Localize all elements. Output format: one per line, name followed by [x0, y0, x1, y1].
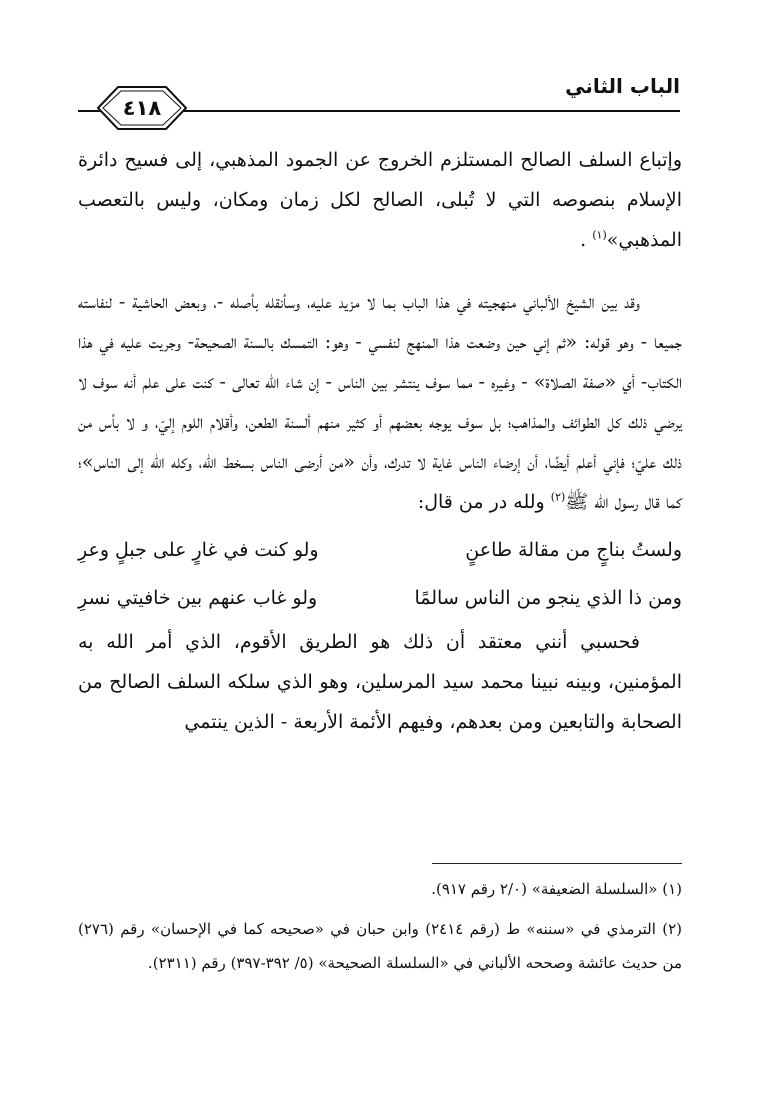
verse-1-first-hemistich: ولستُ بناجٍ من مقالة طاعنٍ	[465, 539, 682, 561]
body-text	[78, 140, 682, 742]
verse-line-2	[78, 574, 682, 622]
verse-2-second-hemistich: ولو غاب عنهم بين خافيتي نسرِ	[78, 587, 318, 609]
paragraph-2-text: وقد بين الشيخ الألباني منهجيته في هذا الباب بما لا مزيد عليه، وسأنقله بأصله -، وبعض الحاشية - لنفاسته جميعا - وهو قوله: «ثم إني حين وضعت هذا المنهج لنفسي - وهو: التمسك بالسنة الصحيحة- وجريت عليه في هذا الكتاب- أي «صفة الصلاة» - وغيره - مما سوف ينتشر بين الناس - إن شاء الله تعالى - كنت على علم أنه سوف لا يرضي ذلك كل الطوائف والمذاهب؛ بل سوف يوجه بعضهم أو كثير منهم ألسنة الطعن، وأقلام اللوم إليّ، و لا بأس من ذلك عليّ؛ فإني أعلم أيضًا، أن إرضاء الناس غاية لا تدرك، وأن «من أرضى الناس بسخط الله، وكله الله إلى الناس»؛ كما قال رسول الله ﷺ	[78, 291, 682, 513]
paragraph-2	[78, 282, 682, 522]
footnote-2: (٢) الترمذي في «سننه» ط (رقم ٢٤١٤) وابن حبان في «صحيحه كما في الإحسان» رقم (٢٧٦) من حديث عائشة وصححه الألباني في «السلسلة الصحيحة» (٥/ ٣٩٢-٣٩٧) رقم (٢٣١١).	[78, 920, 682, 972]
verse-1-second-hemistich: ولو كنت في غارٍ على جبلٍ وعرِ	[78, 539, 319, 561]
paragraph-1	[78, 140, 682, 260]
paragraph-2-end: ولله در من قال:	[417, 491, 545, 513]
verse-line-1	[78, 526, 682, 574]
verse-2-first-hemistich: ومن ذا الذي ينجو من الناس سالمًا	[414, 587, 682, 609]
footnote-rule	[432, 863, 682, 864]
page-header	[78, 68, 680, 118]
footnote-ref-1: (١)	[592, 228, 607, 242]
paragraph-1-text: وإتباع السلف الصالح المستلزم الخروج عن الجمود المذهبي، إلى فسيح دائرة الإسلام بنصوصه التي لا تُبلى، الصالح لكل زمان ومكان، وليس بالتعصب المذهبي»	[78, 149, 682, 251]
page-number: ٤١٨	[122, 96, 162, 120]
footnotes	[78, 872, 682, 980]
footnote-1: (١) «السلسلة الضعيفة» (٢/٠ رقم ٩١٧).	[431, 880, 682, 898]
paragraph-3: فحسبي أنني معتقد أن ذلك هو الطريق الأقوم، الذي أمر الله به المؤمنين، وبينه نبينا محمد سيد المرسلين، وهو الذي سلكه السلف الصالح من الصحابة والتابعين ومن بعدهم، وفيهم الأئمة الأربعة - الذين ينتمي	[78, 631, 682, 733]
paragraph-1-end: .	[580, 229, 587, 251]
page-number-badge	[96, 85, 188, 131]
footnote-ref-2: (٢)	[550, 490, 566, 504]
chapter-title: الباب الثاني	[565, 74, 680, 98]
